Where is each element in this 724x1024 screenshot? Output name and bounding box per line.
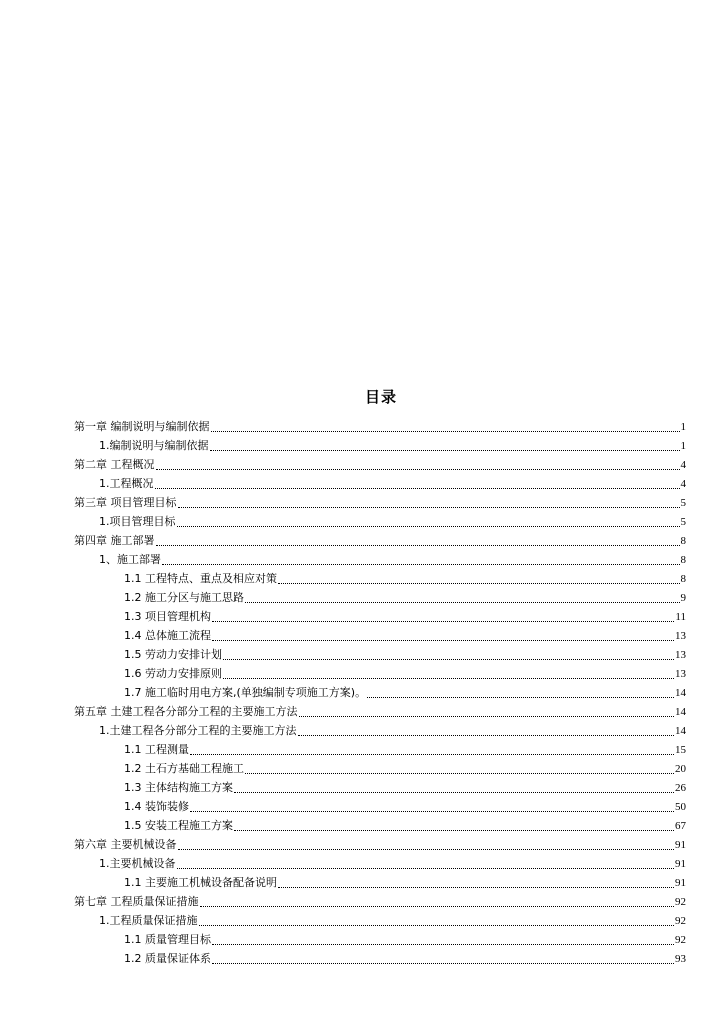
toc-entry-title: 1.2 质量保证体系 [124, 952, 211, 965]
toc-dot-leader [298, 734, 675, 736]
toc-entry[interactable] [74, 759, 686, 778]
toc-page-number: 1 [680, 421, 686, 433]
toc-dot-leader [278, 582, 680, 584]
toc-entry[interactable] [74, 683, 686, 702]
toc-dot-leader [223, 658, 674, 660]
toc-dot-leader [177, 525, 680, 527]
toc-page-number: 13 [675, 630, 686, 642]
toc-entry-title: 1.2 施工分区与施工思路 [124, 591, 244, 604]
toc-entry-title: 第五章 土建工程各分部分工程的主要施工方法 [74, 705, 298, 718]
toc-entry-title: 1.3 项目管理机构 [124, 610, 211, 623]
toc-entry-title: 1.主要机械设备 [99, 857, 176, 870]
toc-dot-leader [234, 791, 674, 793]
toc-entry-title: 1.2 土石方基础工程施工 [124, 762, 244, 775]
toc-entry-title: 1.4 总体施工流程 [124, 629, 211, 642]
toc-page-number: 14 [675, 706, 686, 718]
toc-entry-title: 1.1 工程特点、重点及相应对策 [124, 572, 277, 585]
toc-entry-title: 1.1 主要施工机械设备配备说明 [124, 876, 277, 889]
toc-page-number: 26 [675, 782, 686, 794]
toc-dot-leader [245, 601, 680, 603]
toc-dot-leader [156, 544, 680, 546]
toc-dot-leader [212, 639, 674, 641]
toc-entry[interactable] [74, 835, 686, 854]
toc-entry[interactable] [74, 626, 686, 645]
toc-entry-title: 1.5 劳动力安排计划 [124, 648, 222, 661]
toc-entry[interactable] [74, 455, 686, 474]
toc-dot-leader [155, 487, 680, 489]
toc-dot-leader [278, 886, 674, 888]
toc-entry-title: 1.土建工程各分部分工程的主要施工方法 [99, 724, 297, 737]
toc-entry[interactable] [74, 417, 686, 436]
toc-entry-title: 1、施工部署 [99, 553, 161, 566]
toc-dot-leader [162, 563, 680, 565]
toc-entry-title: 第六章 主要机械设备 [74, 838, 177, 851]
toc-entry[interactable] [74, 512, 686, 531]
toc-page-number: 92 [675, 934, 686, 946]
toc-page-number: 92 [675, 896, 686, 908]
toc-dot-leader [212, 943, 674, 945]
toc-entry[interactable] [74, 550, 686, 569]
toc-entry[interactable] [74, 664, 686, 683]
toc-dot-leader [190, 753, 674, 755]
toc-dot-leader [211, 430, 680, 432]
toc-entry-title: 1.编制说明与编制依据 [99, 439, 209, 452]
toc-entry-title: 第三章 项目管理目标 [74, 496, 177, 509]
toc-page-number: 91 [675, 858, 686, 870]
toc-dot-leader [223, 677, 674, 679]
toc-entry-title: 1.6 劳动力安排原则 [124, 667, 222, 680]
toc-page-number: 1 [680, 440, 686, 452]
toc-dot-leader [156, 468, 680, 470]
toc-page-number: 91 [675, 877, 686, 889]
toc-dot-leader [212, 962, 674, 964]
toc-page-number: 13 [675, 649, 686, 661]
toc-entry[interactable] [74, 645, 686, 664]
toc-entry[interactable] [74, 607, 686, 626]
toc-page-number: 9 [680, 592, 686, 604]
toc-page-number: 8 [680, 535, 686, 547]
toc-entry-title: 1.4 装饰装修 [124, 800, 189, 813]
toc-entry[interactable] [74, 569, 686, 588]
toc-dot-leader [210, 449, 680, 451]
toc-page-number: 14 [675, 687, 686, 699]
toc-entry-title: 1.3 主体结构施工方案 [124, 781, 233, 794]
toc-page-number: 4 [680, 478, 686, 490]
toc-entry[interactable] [74, 493, 686, 512]
toc-dot-leader [190, 810, 674, 812]
toc-entry[interactable] [74, 797, 686, 816]
toc-entry[interactable] [74, 949, 686, 968]
toc-page-number: 5 [680, 516, 686, 528]
toc-entry[interactable] [74, 778, 686, 797]
toc-dot-leader [177, 867, 675, 869]
toc-entry-title: 1.1 工程测量 [124, 743, 189, 756]
toc-title: 目录 [364, 388, 397, 406]
toc-entry-title: 第七章 工程质量保证措施 [74, 895, 199, 908]
toc-entry[interactable] [74, 930, 686, 949]
toc-entry-title: 1.5 安装工程施工方案 [124, 819, 233, 832]
toc-page-number: 91 [675, 839, 686, 851]
toc-page-number: 8 [680, 554, 686, 566]
toc-page-number: 14 [675, 725, 686, 737]
toc-page-number: 11 [675, 611, 686, 623]
toc-page-number: 15 [675, 744, 686, 756]
toc-dot-leader [367, 696, 674, 698]
toc-dot-leader [212, 620, 674, 622]
toc-page-number: 67 [675, 820, 686, 832]
toc-entry[interactable] [74, 702, 686, 721]
toc-dot-leader [200, 905, 675, 907]
toc-entry-title: 第二章 工程概况 [74, 458, 155, 471]
toc-dot-leader [199, 924, 675, 926]
toc-entry[interactable] [74, 721, 686, 740]
toc-dot-leader [234, 829, 674, 831]
toc-page-number: 4 [680, 459, 686, 471]
toc-dot-leader [299, 715, 675, 717]
toc-entry[interactable] [74, 531, 686, 550]
toc-dot-leader [178, 506, 680, 508]
toc-dot-leader [178, 848, 675, 850]
toc-dot-leader [245, 772, 674, 774]
toc-page-number: 13 [675, 668, 686, 680]
toc-page-number: 93 [675, 953, 686, 965]
toc-entry[interactable] [74, 911, 686, 930]
toc-entry[interactable] [74, 873, 686, 892]
toc-page-number: 50 [675, 801, 686, 813]
toc-entry[interactable] [74, 474, 686, 493]
table-of-contents [74, 417, 686, 968]
toc-entry-title: 第四章 施工部署 [74, 534, 155, 547]
toc-entry[interactable] [74, 816, 686, 835]
toc-entry[interactable] [74, 436, 686, 455]
toc-page-number: 5 [680, 497, 686, 509]
toc-entry[interactable] [74, 892, 686, 911]
toc-entry[interactable] [74, 740, 686, 759]
toc-entry-title: 1.工程质量保证措施 [99, 914, 198, 927]
toc-entry-title: 第一章 编制说明与编制依据 [74, 420, 210, 433]
toc-page-number: 20 [675, 763, 686, 775]
toc-entry-title: 1.项目管理目标 [99, 515, 176, 528]
toc-entry[interactable] [74, 588, 686, 607]
toc-entry[interactable] [74, 854, 686, 873]
toc-entry-title: 1.1 质量管理目标 [124, 933, 211, 946]
toc-entry-title: 1.工程概况 [99, 477, 154, 490]
toc-page-number: 92 [675, 915, 686, 927]
toc-page-number: 8 [680, 573, 686, 585]
toc-entry-title: 1.7 施工临时用电方案,(单独编制专项施工方案)。 [124, 686, 367, 699]
